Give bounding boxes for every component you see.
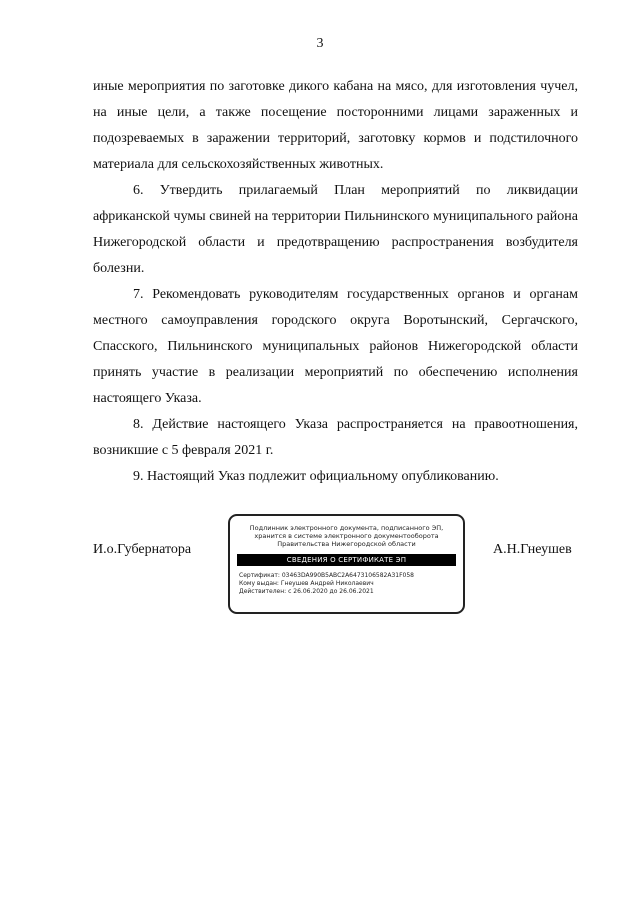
stamp-notice-line: хранится в системе электронного документооборота <box>254 532 439 540</box>
document-body <box>93 74 578 490</box>
signatory-name: А.Н.Гнеушев <box>493 542 572 557</box>
electronic-signature-stamp <box>228 514 465 614</box>
stamp-banner: СВЕДЕНИЯ О СЕРТИФИКАТЕ ЭП <box>237 554 456 566</box>
certificate-label: Сертификат: <box>239 572 280 579</box>
stamp-notice-line: Правительства Нижегородской области <box>277 540 416 548</box>
signatory-position: И.о.Губернатора <box>93 542 192 557</box>
valid-value: с 26.06.2020 до 26.06.2021 <box>288 588 374 595</box>
issued-to-value: Гнеушев Андрей Николаевич <box>280 580 374 587</box>
paragraph-item-7: 7. Рекомендовать руководителям государственных органов и органам местного самоуправления городского округа Воротынский, Сергачского, Спасского, Пильнинского муниципальных районов Нижегородской области принять участие в реализации мероприятий по обеспечению исполнения настоящего Указа. <box>93 287 578 406</box>
paragraph-item-8: 8. Действие настоящего Указа распространяется на правоотношения, возникшие с 5 февраля 2021 г. <box>93 417 578 458</box>
certificate-row <box>239 572 463 580</box>
valid-row <box>239 588 463 596</box>
paragraph-continuation: иные мероприятия по заготовке дикого кабана на мясо, для изготовления чучел, на иные цели, а также посещение посторонними лицами зараженных и подозреваемых в заражении территорий, заготовку кормов и подстилочного материала для сельскохозяйственных животных. <box>93 79 578 172</box>
stamp-notice <box>230 524 463 548</box>
stamp-details <box>239 572 463 596</box>
valid-label: Действителен: <box>239 588 287 595</box>
issued-to-row <box>239 580 463 588</box>
stamp-notice-line: Подлинник электронного документа, подписанного ЭП, <box>249 524 444 532</box>
paragraph-item-9: 9. Настоящий Указ подлежит официальному опубликованию. <box>133 469 499 484</box>
page-number: 3 <box>316 36 324 51</box>
issued-to-label: Кому выдан: <box>239 580 279 587</box>
paragraph-item-6: 6. Утвердить прилагаемый План мероприятий по ликвидации африканской чумы свиней на территории Пильнинского муниципального района Нижегородской области и предотвращению распространения возбудителя болезни. <box>93 183 578 276</box>
certificate-value: 03463DA990B5ABC2A6473106582A31F058 <box>281 572 414 579</box>
